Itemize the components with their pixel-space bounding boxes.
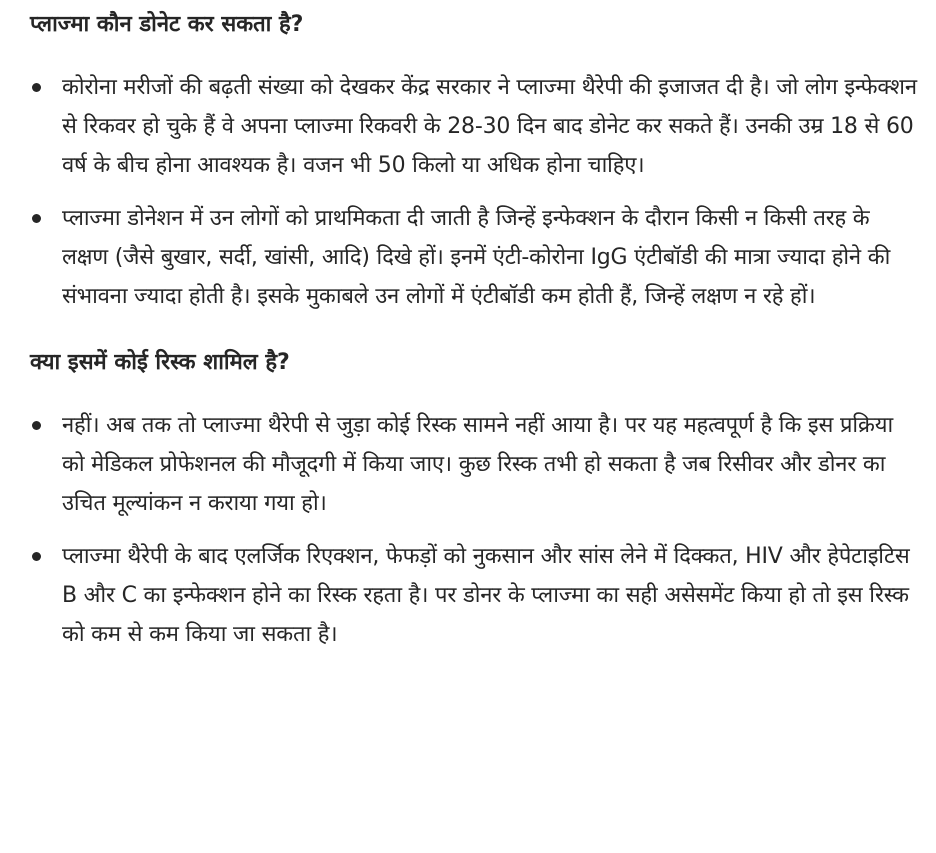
list-item [30,199,922,316]
section-heading-risks: क्या इसमें कोई रिस्क शामिल है? [30,350,290,375]
list-item [30,68,922,185]
bullet-dot-icon [32,214,41,223]
bullet-dot-icon [32,83,41,92]
list-item-text: नहीं। अब तक तो प्लाज्मा थैरेपी से जुड़ा कोई रिस्क सामने नहीं आया है। पर यह महत्वपूर्ण है कि इस प्रक्रिया को मेडिकल प्रोफेशनल की मौजूदगी में किया जाए। कुछ रिस्क तभी हो सकता है जब रिसीवर और डोनर का उचित मूल्यांकन न कराया गया हो। [62,413,893,516]
list-item [30,537,922,654]
bullet-dot-icon [32,552,41,561]
list-item-text: प्लाज्मा थैरेपी के बाद एलर्जिक रिएक्शन, फेफड़ों को नुकसान और सांस लेने में दिक्कत, HIV और हेपेटाइटिस B और C का इन्फेक्शन होने का रिस्क रहता है। पर डोनर के प्लाज्मा का सही असेसमेंट किया हो तो इस रिस्क को कम से कम किया जा सकता है। [62,544,910,647]
bullet-dot-icon [32,421,41,430]
article-body [0,10,936,654]
list-item [30,406,922,523]
list-item-text: प्लाज्मा डोनेशन में उन लोगों को प्राथमिकता दी जाती है जिन्हें इन्फेक्शन के दौरान किसी न किसी तरह के लक्षण (जैसे बुखार, सर्दी, खांसी, आदि) दिखे हों। इनमें एंटी-कोरोना IgG एंटीबॉडी की मात्रा ज्यादा होने की संभावना ज्यादा होती है। इसके मुकाबले उन लोगों में एंटीबॉडी कम होती हैं, जिन्हें लक्षण न रहे हों। [62,206,891,309]
bullet-list-risks [30,406,922,654]
list-item-text: कोरोना मरीजों की बढ़ती संख्या को देखकर केंद्र सरकार ने प्लाज्मा थैरेपी की इजाजत दी है। जो लोग इन्फेक्शन से रिकवर हो चुके हैं वे अपना प्लाज्मा रिकवरी के 28-30 दिन बाद डोनेट कर सकते हैं। उनकी उम्र 18 से 60 वर्ष के बीच होना आवश्यक है। वजन भी 50 किलो या अधिक होना चाहिए। [62,75,917,178]
section-heading-who-can-donate: प्लाज्मा कौन डोनेट कर सकता है? [30,12,304,37]
bullet-list-who-can-donate [30,68,922,316]
